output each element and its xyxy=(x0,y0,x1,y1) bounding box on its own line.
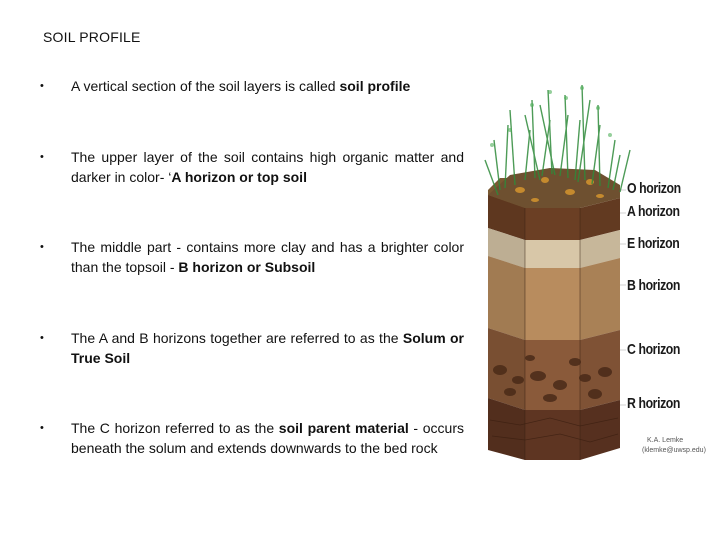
bullet-text: The A and B horizons together are referred to as the Solum or True Soil xyxy=(71,330,464,366)
b-horizon-label: B horizon xyxy=(627,277,681,294)
image-credit-name: K.A. Lemke xyxy=(647,437,684,444)
bullet-text: The upper layer of the soil contains high organic matter and darker in color- ‘A horizon or top soil xyxy=(71,149,464,185)
slide-title: SOIL PROFILE xyxy=(43,29,141,45)
bullet-text: A vertical section of the soil layers is called soil profile xyxy=(71,78,411,94)
image-credit-email: (klemke@uwsp.edu) xyxy=(642,447,706,454)
bullet-dot: • xyxy=(40,241,44,253)
soil-prism xyxy=(488,168,620,460)
r-horizon-label: R horizon xyxy=(627,395,681,412)
c-horizon-label: C horizon xyxy=(627,341,681,358)
bullet-dot: • xyxy=(40,80,44,92)
e-horizon-label: E horizon xyxy=(627,235,680,252)
bullet-text: The middle part - contains more clay and has a brighter color than the topsoil - B horizon or Subsoil xyxy=(71,239,464,275)
bullet-text: The C horizon referred to as the soil parent material - occurs beneath the solum and extends downwards to the bed rock xyxy=(71,420,464,456)
bullet-dot: • xyxy=(40,422,44,434)
bullet-dot: • xyxy=(40,332,44,344)
bullet-dot: • xyxy=(40,151,44,163)
o-horizon-label: O horizon xyxy=(627,180,681,197)
a-horizon-label: A horizon xyxy=(627,203,680,220)
